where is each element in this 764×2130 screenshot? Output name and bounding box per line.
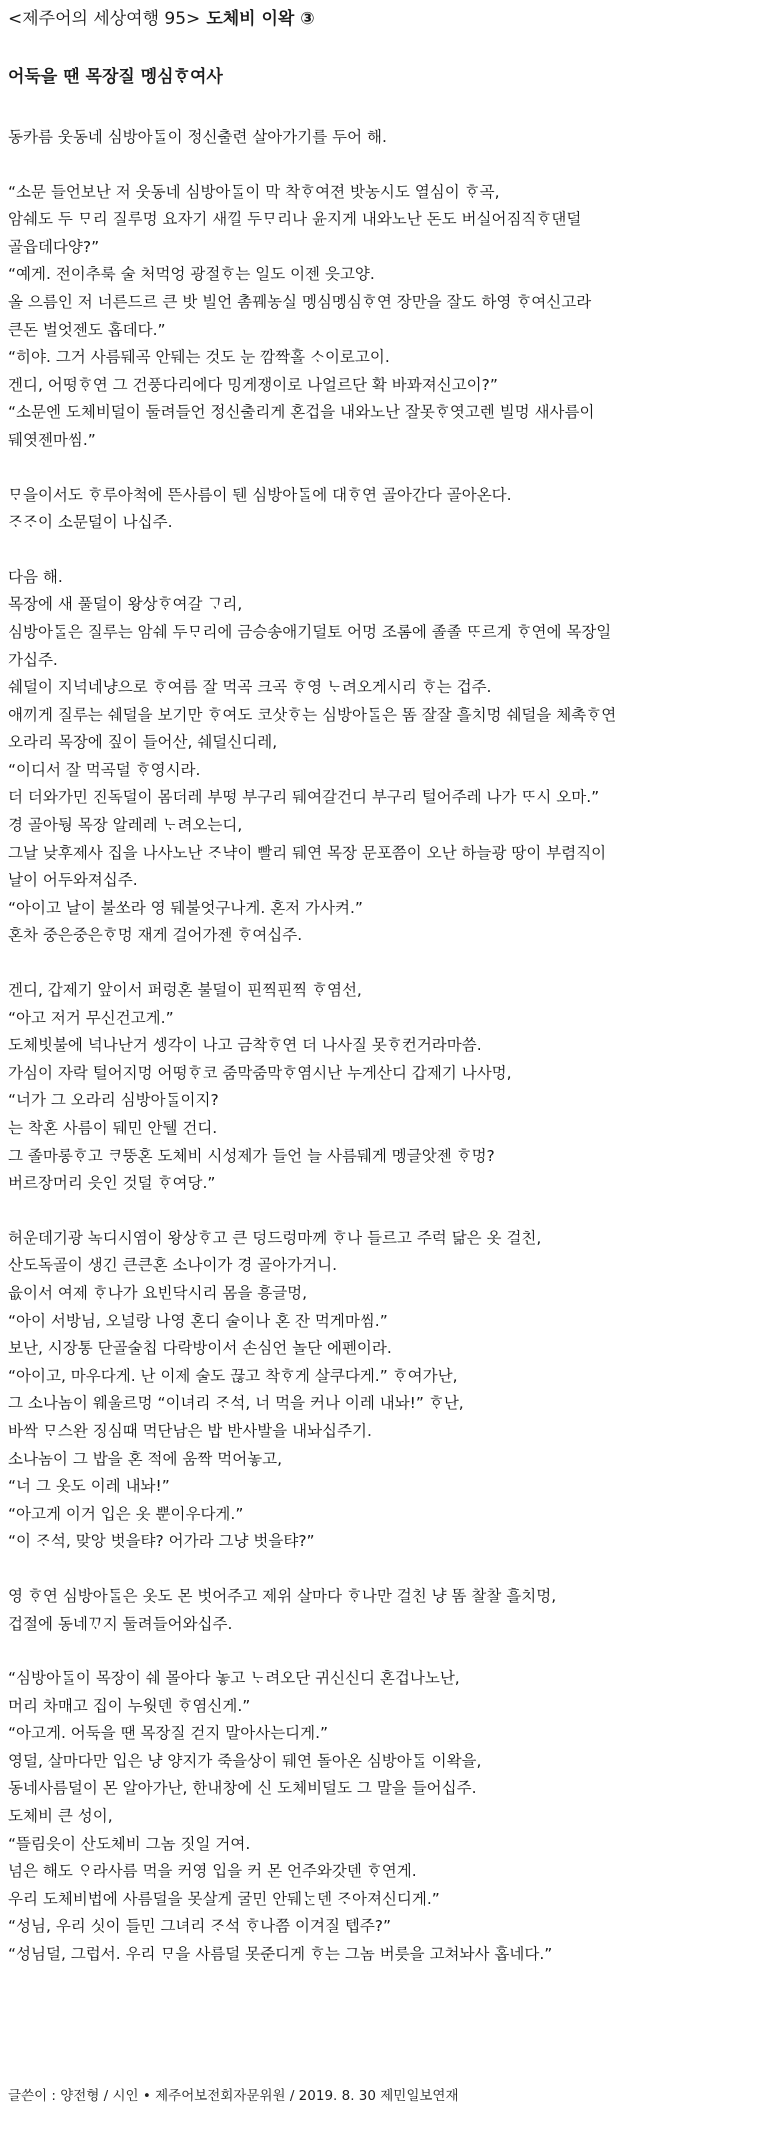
text-line: 올 으름인 저 너른드르 큰 밧 빌언 촘꿰농실 멩심멩심ᄒᆞ연 장만을 잘도 하영 ᄒᆞ여신고라 bbox=[8, 292, 592, 311]
paragraph bbox=[8, 564, 756, 950]
text-line: 겐디, 갑제기 앞이서 퍼렁혼 불덜이 핀찍핀찍 ᄒᆞ염선, bbox=[8, 981, 362, 1000]
text-line: 바싹 ᄆᆞ스완 징심때 먹단남은 밥 반사발을 내놔십주기. bbox=[8, 1421, 372, 1440]
text-line: “성님, 우리 싯이 들민 그녀리 ᄌᆞ석 ᄒᆞ나쯤 이겨질 텝주?” bbox=[8, 1917, 392, 1936]
paragraph bbox=[8, 179, 756, 455]
paragraph bbox=[8, 124, 756, 152]
text-line: ᄌᆞᄌᆞ이 소문덜이 나십주. bbox=[8, 513, 173, 532]
text-line: 머리 차매고 집이 누웟덴 ᄒᆞ염신게.” bbox=[8, 1696, 251, 1715]
text-line: “아고 저거 무신건고게.” bbox=[8, 1008, 174, 1027]
text-line: “성님덜, 그럽서. 우리 ᄆᆞ을 사름덜 못준디게 ᄒᆞ는 그놈 버릇을 고쳐놔사 홉네다.” bbox=[8, 1945, 553, 1964]
paragraph bbox=[8, 482, 756, 537]
text-line: “심방아ᄃᆞᆯ이 목장이 쉐 몰아다 놓고 ᄂᆞ려오단 귀신신디 혼겁나노난, bbox=[8, 1669, 460, 1688]
text-line: “너 그 옷도 이레 내놔!” bbox=[8, 1477, 170, 1496]
text-line: 버르장머리 읏인 것덜 ᄒᆞ여당.” bbox=[8, 1174, 216, 1193]
text-line: 심방아ᄃᆞᆯ은 질루는 암쉐 두ᄆᆞ리에 금승송애기덜토 어멍 조롬에 졸졸 ᄄᆞ르게 ᄒᆞ연에 목장일 bbox=[8, 622, 612, 641]
text-line: 허운데기광 녹디시염이 왕상ᄒᆞ고 큰 덩드렁마께 ᄒᆞ나 들르고 주럭 닮은 옷 걸친, bbox=[8, 1228, 542, 1247]
text-line: “뜰림읏이 산도체비 그놈 짓일 거여. bbox=[8, 1834, 251, 1853]
text-line: 다음 해. bbox=[8, 567, 63, 586]
text-line: 가십주. bbox=[8, 650, 58, 669]
text-line: 쉐덜이 지넉네냥으로 ᄒᆞ여름 잘 먹곡 크곡 ᄒᆞ영 ᄂᆞ려오게시리 ᄒᆞ는 겁주. bbox=[8, 678, 492, 697]
paragraph bbox=[8, 1583, 756, 1638]
text-line: 읎이서 여제 ᄒᆞ나가 요빈닥시리 몸을 흥글멍, bbox=[8, 1283, 308, 1302]
text-line: “소문 들언보난 저 웃동네 심방아ᄃᆞᆯ이 막 착ᄒᆞ여젼 밧농시도 열심이 ᄒᆞ곡, bbox=[8, 182, 500, 201]
text-line: 넘은 해도 ᄋᆞ라사름 먹을 커영 입을 커 몬 언주와갓덴 ᄒᆞ연게. bbox=[8, 1862, 417, 1881]
text-line: 는 착혼 사름이 뒈민 안뒐 건디. bbox=[8, 1119, 218, 1137]
text-line: 동카름 웃동네 심방아ᄃᆞᆯ이 정신출련 살아가기를 두어 해. bbox=[8, 128, 387, 146]
text-line: “소문엔 도체비덜이 둘려들언 정신출리게 혼겁을 내와노난 잘못ᄒᆞ엿고렌 빌멍 새사름이 bbox=[8, 403, 595, 422]
text-line: 도체비 큰 성이, bbox=[8, 1807, 113, 1826]
text-line: 겁절에 동네ᄁᆞ지 둘려들어와십주. bbox=[8, 1614, 233, 1633]
text-line: 더 더와가민 진독덜이 몸더레 부떵 부구리 뒈여갈건디 부구리 털어주레 나가 ᄄᆞ시 오마.” bbox=[8, 788, 600, 807]
text-line: “너가 그 오라리 심방아ᄃᆞᆯ이지? bbox=[8, 1091, 219, 1110]
paragraph bbox=[8, 977, 756, 1198]
article-title: 도체비 이왁 ③ bbox=[206, 9, 315, 29]
text-line: “이디서 잘 먹곡덜 ᄒᆞ영시라. bbox=[8, 760, 201, 779]
article-footer: 글쓴이 : 양전형 / 시인 • 제주어보전회자문위원 / 2019. 8. 30 제민일보연재 bbox=[8, 2088, 459, 2104]
text-line: 겐디, 어떵ᄒᆞ연 그 건풍다리에다 밍게쟁이로 나얼르단 확 바꽈져신고이?” bbox=[8, 375, 498, 394]
text-line: 혼차 중은중은ᄒᆞ멍 재게 걸어가젠 ᄒᆞ여십주. bbox=[8, 926, 303, 945]
text-line: 그 졸마롱ᄒᆞ고 ᄏᆞ뚱혼 도체비 시성제가 들언 늘 사름뒈게 멩글앗젠 ᄒᆞ멍? bbox=[8, 1146, 495, 1165]
text-line: “아이고 날이 불쏘라 영 뒈불엇구나게. 혼저 가사켜.” bbox=[8, 898, 363, 917]
text-line: 영덜, 살마다만 입은 냥 양지가 죽을상이 뒈연 돌아온 심방아ᄃᆞᆯ 이왁을, bbox=[8, 1751, 482, 1770]
text-line: 암쉐도 두 ᄆᆞ리 질루멍 요자기 새낄 두ᄆᆞ리나 윤지게 내와노난 돈도 버실어짐직ᄒᆞ댄덜 bbox=[8, 210, 582, 229]
article-subtitle: 어둑을 땐 목장질 멩심ᄒᆞ여사 bbox=[8, 67, 223, 87]
text-line: ᄆᆞ을이서도 ᄒᆞ루아척에 뜬사름이 뒌 심방아ᄃᆞᆯ에 대ᄒᆞ연 골아간다 골아온다. bbox=[8, 485, 512, 504]
text-line: “예게. 전이추룩 술 처먹엉 광절ᄒᆞ는 일도 이젠 읏고양. bbox=[8, 265, 375, 284]
text-line: 우리 도체비법에 사름덜을 못살게 굴민 안뒈ᄂᆞᆫ덴 ᄌᆞ아져신디게.” bbox=[8, 1889, 440, 1908]
text-line: 경 골아뒁 목장 알레레 ᄂᆞ려오는디, bbox=[8, 816, 243, 835]
text-line: 도체빗불에 넉나난거 셍각이 나고 금착ᄒᆞ연 더 나사질 못ᄒᆞ컨거라마씀. bbox=[8, 1036, 482, 1055]
text-line: 그날 낮후제사 집을 나사노난 ᄌᆞ냑이 빨리 뒈연 목장 문포쯤이 오난 하늘광 땅이 부렴직이 bbox=[8, 843, 607, 862]
text-line: 골읍데다양?” bbox=[8, 237, 100, 256]
text-line: “아고게. 어둑을 땐 목장질 걷지 말아사는디게.” bbox=[8, 1724, 329, 1743]
text-line: “이 ᄌᆞ석, 맞앙 벗을탸? 어가라 그냥 벗을탸?” bbox=[8, 1532, 315, 1551]
text-line: 목장에 새 풀덜이 왕상ᄒᆞ여갈 ᄀᆞ리, bbox=[8, 595, 243, 614]
text-line: 애끼게 질루는 쉐덜을 보기만 ᄒᆞ여도 코삿ᄒᆞ는 심방아ᄃᆞᆯ은 똠 잘잘 흘치멍 쉐덜을 체촉ᄒᆞ연 bbox=[8, 705, 617, 724]
text-line: 영 ᄒᆞ연 심방아ᄃᆞᆯ은 옷도 몬 벗어주고 제위 살마다 ᄒᆞ나만 걸친 냥 똠 찰찰 흘치멍, bbox=[8, 1586, 557, 1605]
text-line: 보난, 시장통 단골술칩 다락방이서 손심언 놀단 에펜이라. bbox=[8, 1339, 392, 1358]
text-line: 동네사름덜이 몬 알아가난, 한내창에 신 도체비덜도 그 말을 들어십주. bbox=[8, 1779, 477, 1798]
article-header bbox=[8, 6, 315, 32]
text-line: 뒈엿젠마씸.” bbox=[8, 430, 96, 449]
text-line: 소나놈이 그 밥을 혼 적에 움짝 먹어놓고, bbox=[8, 1449, 283, 1468]
text-line: 오라리 목장에 짚이 들어산, 쉐덜신디레, bbox=[8, 733, 278, 752]
text-line: 날이 어두와져십주. bbox=[8, 871, 138, 890]
paragraph bbox=[8, 1665, 756, 1969]
text-line: “아이고, 마우다게. 난 이제 술도 끊고 착ᄒᆞ게 살쿠다게.” ᄒᆞ여가난, bbox=[8, 1366, 458, 1385]
text-line: “히야. 그거 사름뒈곡 안뒈는 것도 눈 깜짝홀 ᄉᆞ이로고이. bbox=[8, 348, 390, 367]
text-line: 산도독골이 생긴 큰큰혼 소나이가 경 골아가거니. bbox=[8, 1256, 338, 1275]
text-line: “아이 서방님, 오널랑 나영 혼디 술이나 혼 잔 먹게마씸.” bbox=[8, 1311, 388, 1330]
text-line: 가심이 자락 털어지멍 어떵ᄒᆞ코 줌막줌막ᄒᆞ염시난 누게산디 갑제기 나사멍, bbox=[8, 1063, 512, 1082]
paragraph bbox=[8, 1225, 756, 1556]
text-line: 그 소나놈이 웨울르멍 “이녀리 ᄌᆞ석, 너 먹을 커나 이레 내놔!” ᄒᆞ난, bbox=[8, 1394, 464, 1413]
text-line: 큰돈 벌엇젠도 홉데다.” bbox=[8, 320, 166, 339]
text-line: “아고게 이거 입은 옷 뿐이우다게.” bbox=[8, 1504, 244, 1523]
series-label: <제주어의 세상여행 95> bbox=[8, 9, 201, 29]
article-body bbox=[8, 124, 756, 1996]
